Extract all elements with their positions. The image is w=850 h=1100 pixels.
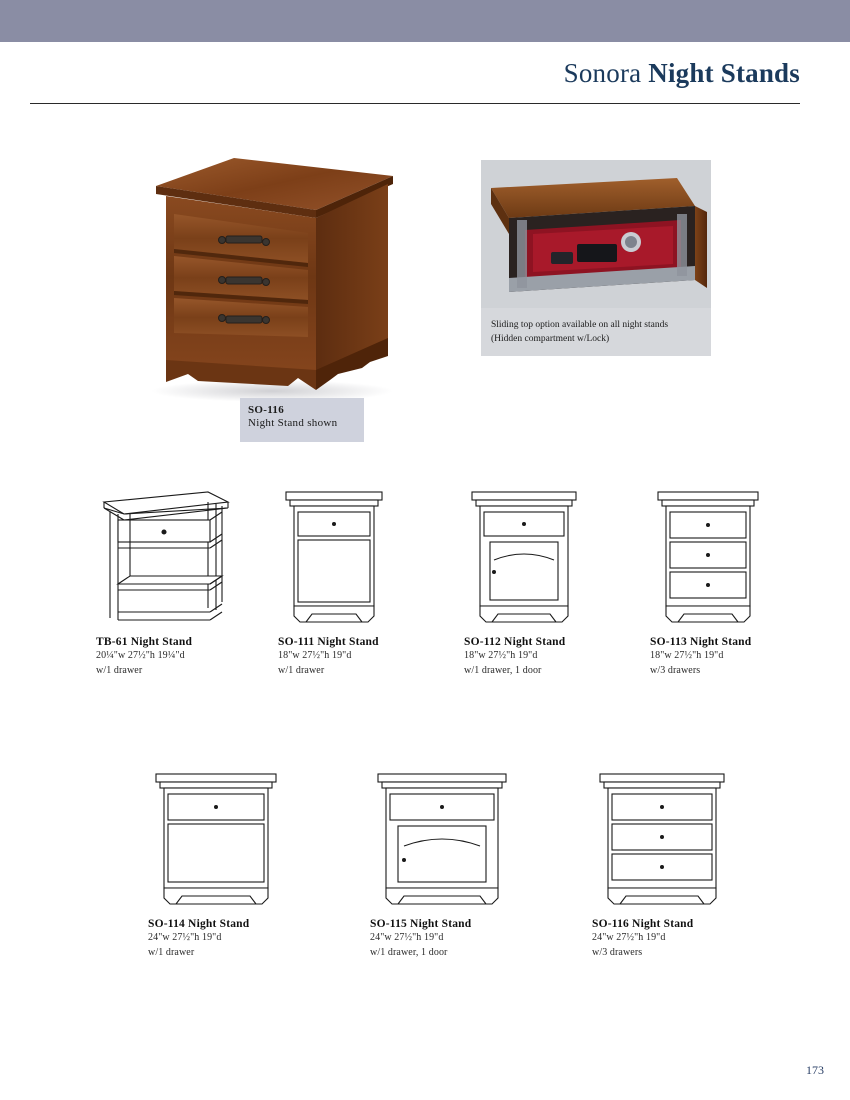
product-dimensions: 18"w 27½"h 19"d — [650, 650, 724, 661]
product-dimensions: 24"w 27½"h 19"d — [148, 932, 222, 943]
product-dimensions: 24"w 27½"h 19"d — [592, 932, 666, 943]
product-line-drawing-so-115 — [370, 762, 510, 912]
product-item-tb-61 — [96, 480, 236, 678]
product-name: SO-114 Night Stand — [148, 918, 250, 930]
product-dimensions: 20¼"w 27½"h 19¼"d — [96, 650, 185, 661]
product-name: TB-61 Night Stand — [96, 636, 193, 648]
sliding-top-note-line1: Sliding top option available on all night stands — [491, 320, 669, 330]
sliding-top-note-line2: (Hidden compartment w/Lock) — [491, 334, 610, 344]
page-number: 173 — [806, 1063, 824, 1077]
product-config: w/3 drawers — [650, 665, 701, 676]
product-line-drawing-so-111 — [278, 480, 418, 630]
product-item-so-111 — [278, 480, 418, 678]
product-config: w/1 drawer — [278, 665, 325, 676]
product-item-so-113 — [650, 480, 790, 678]
product-item-so-116 — [592, 762, 732, 960]
page-header — [0, 58, 850, 89]
hero-product-photo — [148, 148, 398, 398]
product-line-drawing-so-116 — [592, 762, 732, 912]
page-title-collection: Sonora — [563, 58, 642, 88]
page-title — [0, 58, 850, 89]
product-name: SO-112 Night Stand — [464, 636, 566, 648]
product-item-so-115 — [370, 762, 510, 960]
product-line-drawing-so-113 — [650, 480, 790, 630]
product-line-drawing-so-112 — [464, 480, 604, 630]
hero-caption-subtitle: Night Stand shown — [248, 417, 338, 429]
product-line-drawing-tb-61 — [96, 480, 236, 630]
hero-caption — [240, 398, 364, 442]
product-dimensions: 18"w 27½"h 19"d — [464, 650, 538, 661]
product-config: w/3 drawers — [592, 947, 643, 958]
product-dimensions: 18"w 27½"h 19"d — [278, 650, 352, 661]
product-dimensions: 24"w 27½"h 19"d — [370, 932, 444, 943]
top-banner-bar — [0, 0, 850, 42]
product-line-drawing-so-114 — [148, 762, 288, 912]
sliding-top-note — [481, 308, 711, 356]
hero-caption-code: SO-116 — [248, 404, 285, 416]
product-config: w/1 drawer — [96, 665, 143, 676]
page-title-category: Night Stands — [648, 58, 800, 88]
product-item-so-114 — [148, 762, 288, 960]
product-name: SO-113 Night Stand — [650, 636, 752, 648]
sliding-top-detail-photo — [481, 160, 711, 308]
product-name: SO-116 Night Stand — [592, 918, 694, 930]
product-config: w/1 drawer, 1 door — [370, 947, 448, 958]
product-item-so-112 — [464, 480, 604, 678]
product-config: w/1 drawer, 1 door — [464, 665, 542, 676]
product-name: SO-111 Night Stand — [278, 636, 379, 648]
product-name: SO-115 Night Stand — [370, 918, 472, 930]
header-divider — [30, 103, 800, 104]
product-config: w/1 drawer — [148, 947, 195, 958]
